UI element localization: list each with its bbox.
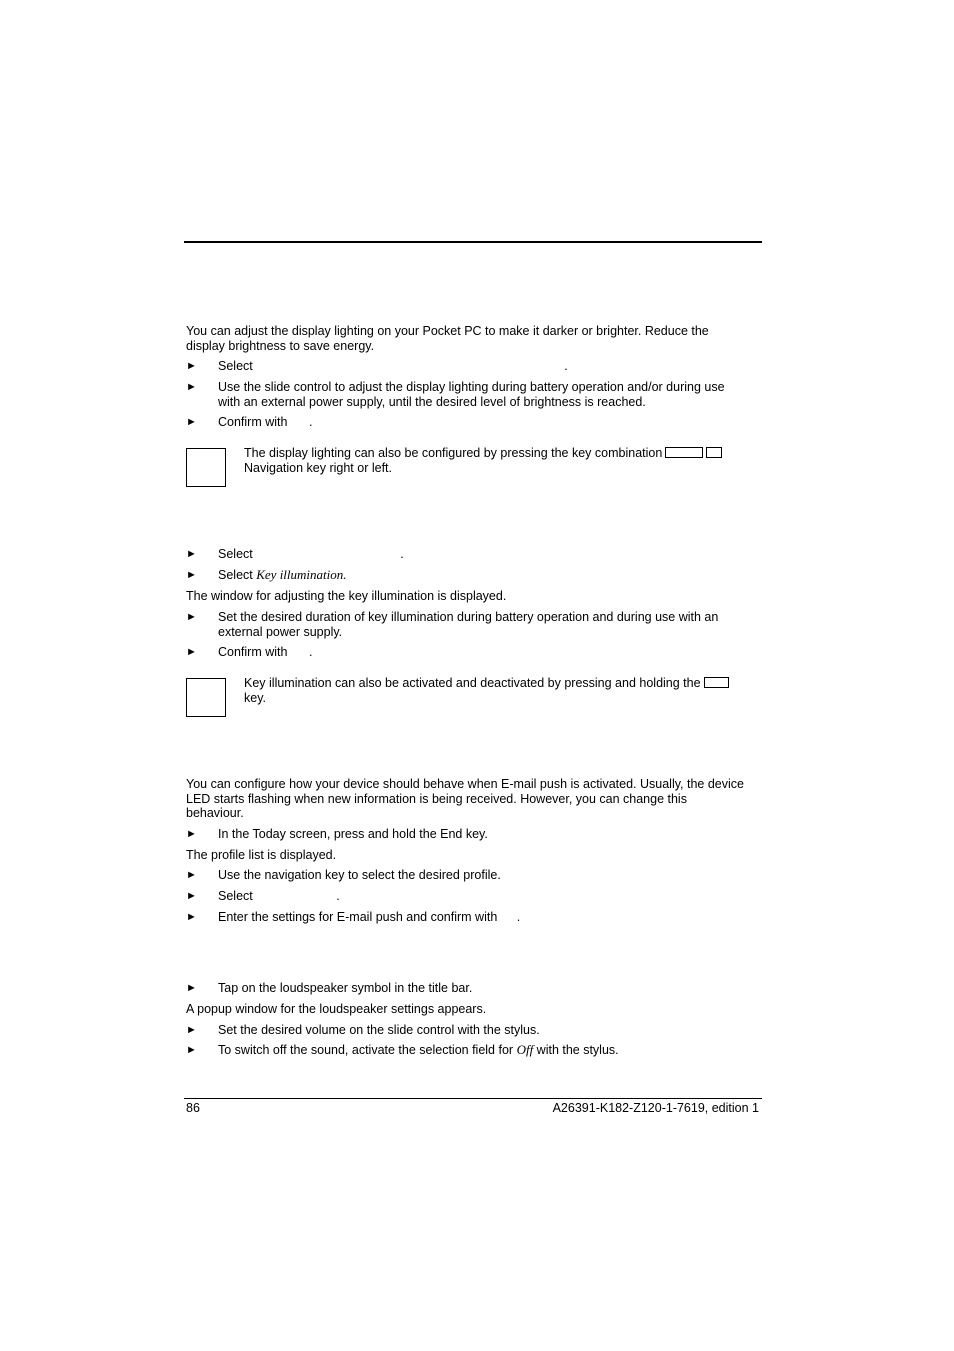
bullet-icon: ► bbox=[186, 869, 197, 881]
bullet-icon: ► bbox=[186, 569, 197, 581]
step-text: Select bbox=[218, 547, 253, 561]
step-text: Select bbox=[218, 889, 253, 903]
document-id: A26391-K182-Z120-1-7619, edition 1 bbox=[552, 1101, 759, 1115]
step-trailing: . bbox=[336, 889, 340, 903]
step-set-duration: Set the desired duration of key illumination during battery operation and during use with an external power supply. bbox=[218, 610, 719, 639]
step-select-profile: Use the navigation key to select the desired profile. bbox=[218, 868, 501, 882]
step-text: Enter the settings for E-mail push and confirm with bbox=[218, 910, 498, 924]
step-confirm-key-illumination bbox=[218, 645, 746, 660]
header-rule bbox=[184, 241, 762, 243]
plus-key-icon bbox=[706, 447, 722, 458]
popup-result: A popup window for the loudspeaker settings appears. bbox=[186, 1002, 487, 1016]
display-lighting-intro: You can adjust the display lighting on your Pocket PC to make it darker or brighter. Reduce the display brightness to save energy. bbox=[186, 324, 709, 353]
bullet-icon: ► bbox=[186, 611, 197, 623]
key-illumination-note bbox=[244, 676, 749, 705]
key-icon bbox=[704, 677, 729, 688]
email-push-intro: You can configure how your device should behave when E-mail push is activated. Usually, the device LED starts flashing when new information is being received. However, you can change this behaviour. bbox=[186, 777, 744, 820]
bullet-icon: ► bbox=[186, 911, 197, 923]
step-confirm-brightness bbox=[218, 415, 746, 430]
step-switch-off-sound bbox=[218, 1043, 746, 1058]
step-text: Confirm with bbox=[218, 645, 288, 659]
bullet-icon: ► bbox=[186, 646, 197, 658]
note-text-line2: Navigation key right or left. bbox=[244, 460, 392, 475]
bullet-icon: ► bbox=[186, 1044, 197, 1056]
bullet-icon: ► bbox=[186, 982, 197, 994]
step-hold-end-key: In the Today screen, press and hold the End key. bbox=[218, 827, 488, 841]
page-number: 86 bbox=[186, 1101, 200, 1115]
bullet-icon: ► bbox=[186, 381, 197, 393]
note-icon bbox=[186, 678, 226, 717]
bullet-icon: ► bbox=[186, 890, 197, 902]
step-text: Select bbox=[218, 359, 253, 373]
profile-list-result: The profile list is displayed. bbox=[186, 848, 337, 862]
note-text: Key illumination can also be activated and deactivated by pressing and holding the bbox=[244, 676, 701, 690]
step-text: Select bbox=[218, 568, 253, 582]
step-email-push-settings bbox=[218, 910, 746, 925]
step-trailing: . bbox=[400, 547, 404, 561]
step-text: Confirm with bbox=[218, 415, 288, 429]
key-illumination-result: The window for adjusting the key illumination is displayed. bbox=[186, 589, 507, 603]
step-select-key-illumination bbox=[218, 568, 746, 583]
step-trailing: . bbox=[308, 415, 313, 429]
bullet-icon: ► bbox=[186, 548, 197, 560]
step-trailing: . bbox=[564, 359, 568, 373]
function-key-icon bbox=[665, 447, 703, 458]
menu-item-key-illumination: Key illumination bbox=[256, 567, 344, 582]
note-text-line2: key. bbox=[244, 690, 266, 705]
step-trailing: with the stylus. bbox=[533, 1043, 619, 1057]
step-trailing: . bbox=[343, 567, 347, 582]
display-lighting-note bbox=[244, 446, 749, 475]
step-trailing: . bbox=[516, 910, 521, 924]
step-set-volume: Set the desired volume on the slide control with the stylus. bbox=[218, 1023, 540, 1037]
step-select-brightness bbox=[218, 359, 746, 374]
note-text: The display lighting can also be configured by pressing the key combination bbox=[244, 446, 663, 460]
step-tap-loudspeaker: Tap on the loudspeaker symbol in the title bar. bbox=[218, 981, 473, 995]
footer-rule bbox=[184, 1098, 762, 1099]
bullet-icon: ► bbox=[186, 360, 197, 372]
step-text: To switch off the sound, activate the selection field for bbox=[218, 1043, 514, 1057]
step-trailing: . bbox=[308, 645, 313, 659]
bullet-icon: ► bbox=[186, 416, 197, 428]
bullet-icon: ► bbox=[186, 1024, 197, 1036]
step-select-edit bbox=[218, 889, 746, 904]
option-off: Off bbox=[516, 1042, 534, 1057]
step-select-settings bbox=[218, 547, 746, 562]
step-adjust-slider: Use the slide control to adjust the display lighting during battery operation and/or during use with an external power supply, until the desired level of brightness is reached. bbox=[218, 380, 725, 409]
note-icon bbox=[186, 448, 226, 487]
bullet-icon: ► bbox=[186, 828, 197, 840]
